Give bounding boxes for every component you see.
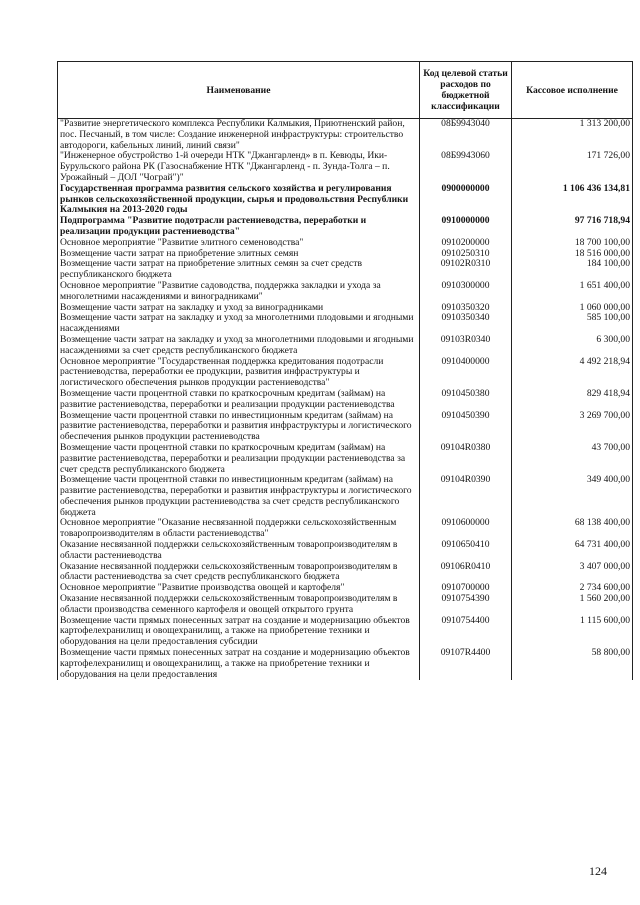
table-row [58, 475, 633, 518]
row-name: Оказание несвязанной поддержки сельскохозяйственным товаропроизводителям в области растениеводства за счет средств республиканского бюджета [58, 562, 420, 584]
row-name: Возмещение части процентной ставки по краткосрочным кредитам (займам) на развитие растениеводства, переработки и реализации продукции растениеводства за счет средств республиканского бюджета [58, 443, 420, 475]
row-code: 08Б9943060 [420, 151, 512, 183]
row-code: 0910700000 [420, 583, 512, 594]
row-code: 09104R0390 [420, 475, 512, 518]
row-name: Основное мероприятие "Развитие садоводства, поддержка закладки и ухода за многолетними насаждениями и виноградниками" [58, 281, 420, 303]
row-name: Возмещение части прямых понесенных затрат на создание и модернизацию объектов картофелехранилищ и овощехранилищ, а также на приобретение техники и оборудования на цели предоставления [58, 648, 420, 680]
row-amount: 1 115 600,00 [512, 616, 633, 648]
table-row [58, 184, 633, 216]
row-amount: 184 100,00 [512, 259, 633, 281]
row-amount: 4 492 218,94 [512, 357, 633, 389]
table-row [58, 540, 633, 562]
row-code: 0910300000 [420, 281, 512, 303]
row-code: 0910450380 [420, 389, 512, 411]
row-name: Возмещение части прямых понесенных затрат на создание и модернизацию объектов картофелехранилищ и овощехранилищ, а также на приобретение техники и оборудования на цели предоставления субсидии [58, 616, 420, 648]
row-amount: 1 060 000,00 [512, 303, 633, 314]
row-code: 0900000000 [420, 184, 512, 216]
row-code: 0910400000 [420, 357, 512, 389]
row-name: "Инженерное обустройство 1-й очереди НТК "Джангарленд» в п. Кевюды, Ики-Бурульского района РК (Газоснабжение НТК "Джангарленд - п. Зунда-Толга – п. Урожайный – ДОЛ "Чограй")" [58, 151, 420, 183]
row-amount: 585 100,00 [512, 313, 633, 335]
row-code: 0910000000 [420, 216, 512, 238]
row-amount: 171 726,00 [512, 151, 633, 183]
table-row [58, 389, 633, 411]
table-header-row [58, 62, 633, 119]
row-name: Возмещение части затрат на закладку и уход за виноградниками [58, 303, 420, 314]
row-code: 0910450390 [420, 411, 512, 443]
row-code: 0910350340 [420, 313, 512, 335]
row-name: Оказание несвязанной поддержки сельскохозяйственным товаропроизводителям в области производства семенного картофеля и овощей открытого грунта [58, 594, 420, 616]
table-row [58, 357, 633, 389]
header-code: Код целевой статьи расходов по бюджетной классификации [420, 62, 512, 119]
row-amount: 3 407 000,00 [512, 562, 633, 584]
row-name: Основное мероприятие "Развитие производства овощей и картофеля" [58, 583, 420, 594]
table-row [58, 151, 633, 183]
table-row [58, 443, 633, 475]
row-name: Основное мероприятие "Развитие элитного семеноводства" [58, 238, 420, 249]
table-row [58, 594, 633, 616]
row-amount: 1 106 436 134,81 [512, 184, 633, 216]
row-name: Возмещение части затрат на приобретение элитных семян [58, 249, 420, 260]
row-code: 09103R0340 [420, 335, 512, 357]
row-amount: 829 418,94 [512, 389, 633, 411]
row-amount: 1 651 400,00 [512, 281, 633, 303]
row-name: Оказание несвязанной поддержки сельскохозяйственным товаропроизводителям в области растениеводства [58, 540, 420, 562]
row-code: 09104R0380 [420, 443, 512, 475]
table-body [58, 119, 633, 681]
row-code: 0910200000 [420, 238, 512, 249]
row-code: 0910650410 [420, 540, 512, 562]
row-amount: 1 560 200,00 [512, 594, 633, 616]
row-name: Возмещение части затрат на закладку и уход за многолетними плодовыми и ягодными насаждениями за счет средств республиканского бюджета [58, 335, 420, 357]
page-number: 124 [589, 864, 607, 878]
row-amount: 97 716 718,94 [512, 216, 633, 238]
row-amount: 64 731 400,00 [512, 540, 633, 562]
row-amount: 18 516 000,00 [512, 249, 633, 260]
table-row [58, 313, 633, 335]
row-amount: 1 313 200,00 [512, 119, 633, 152]
header-amount: Кассовое исполнение [512, 62, 633, 119]
row-amount: 3 269 700,00 [512, 411, 633, 443]
row-amount: 2 734 600,00 [512, 583, 633, 594]
row-code: 0910250310 [420, 249, 512, 260]
row-name: Основное мероприятие "Государственная поддержка кредитования подотрасли растениеводства, переработки ее продукции, развития инфраструктуры и логистического обеспечения рынков продукции растениеводства" [58, 357, 420, 389]
row-code: 09107R4400 [420, 648, 512, 680]
table-row [58, 411, 633, 443]
table-row [58, 281, 633, 303]
row-code: 09102R0310 [420, 259, 512, 281]
row-name: Государственная программа развития сельского хозяйства и регулирования рынков сельскохозяйственной продукции, сырья и продовольствия Республики Калмыкия на 2013-2020 годы [58, 184, 420, 216]
row-name: Основное мероприятие "Оказание несвязанной поддержки сельскохозяйственным товаропроизводителям в области растениеводства" [58, 518, 420, 540]
row-name: Подпрограмма "Развитие подотрасли растениеводства, переработки и реализации продукции растениеводства" [58, 216, 420, 238]
table-row [58, 335, 633, 357]
row-code: 0910754400 [420, 616, 512, 648]
table-row [58, 616, 633, 648]
row-name: Возмещение части процентной ставки по краткосрочным кредитам (займам) на развитие растениеводства, переработки и реализации продукции растениеводства [58, 389, 420, 411]
row-code: 0910350320 [420, 303, 512, 314]
row-amount: 6 300,00 [512, 335, 633, 357]
table-row [58, 216, 633, 238]
row-amount: 68 138 400,00 [512, 518, 633, 540]
row-amount: 349 400,00 [512, 475, 633, 518]
row-amount: 58 800,00 [512, 648, 633, 680]
row-code: 0910600000 [420, 518, 512, 540]
table-row [58, 648, 633, 680]
table-row [58, 238, 633, 249]
row-name: "Развитие энергетического комплекса Республики Калмыкия, Приютненский район, пос. Песчаный, в том числе: Создание инженерной инфраструктуры: строительство автодороги, кабельных линий, линий связи" [58, 119, 420, 152]
row-name: Возмещение части затрат на закладку и уход за многолетними плодовыми и ягодными насаждениями [58, 313, 420, 335]
row-amount: 43 700,00 [512, 443, 633, 475]
header-name: Наименование [58, 62, 420, 119]
row-name: Возмещение части затрат на приобретение элитных семян за счет средств республиканского бюджета [58, 259, 420, 281]
row-code: 0910754390 [420, 594, 512, 616]
table-row [58, 119, 633, 152]
row-code: 09106R0410 [420, 562, 512, 584]
table-row [58, 562, 633, 584]
row-code: 08Б9943040 [420, 119, 512, 152]
budget-execution-table [57, 61, 633, 680]
row-amount: 18 700 100,00 [512, 238, 633, 249]
row-name: Возмещение части процентной ставки по инвестиционным кредитам (займам) на развитие растениеводства, переработки и развития инфраструктуры и логистического обеспечения рынков продукции растениеводства за счет средств республиканского бюджета [58, 475, 420, 518]
table-row [58, 259, 633, 281]
table-row [58, 518, 633, 540]
row-name: Возмещение части процентной ставки по инвестиционным кредитам (займам) на развитие растениеводства, переработки и развития инфраструктуры и логистического обеспечения рынков продукции растениеводства [58, 411, 420, 443]
